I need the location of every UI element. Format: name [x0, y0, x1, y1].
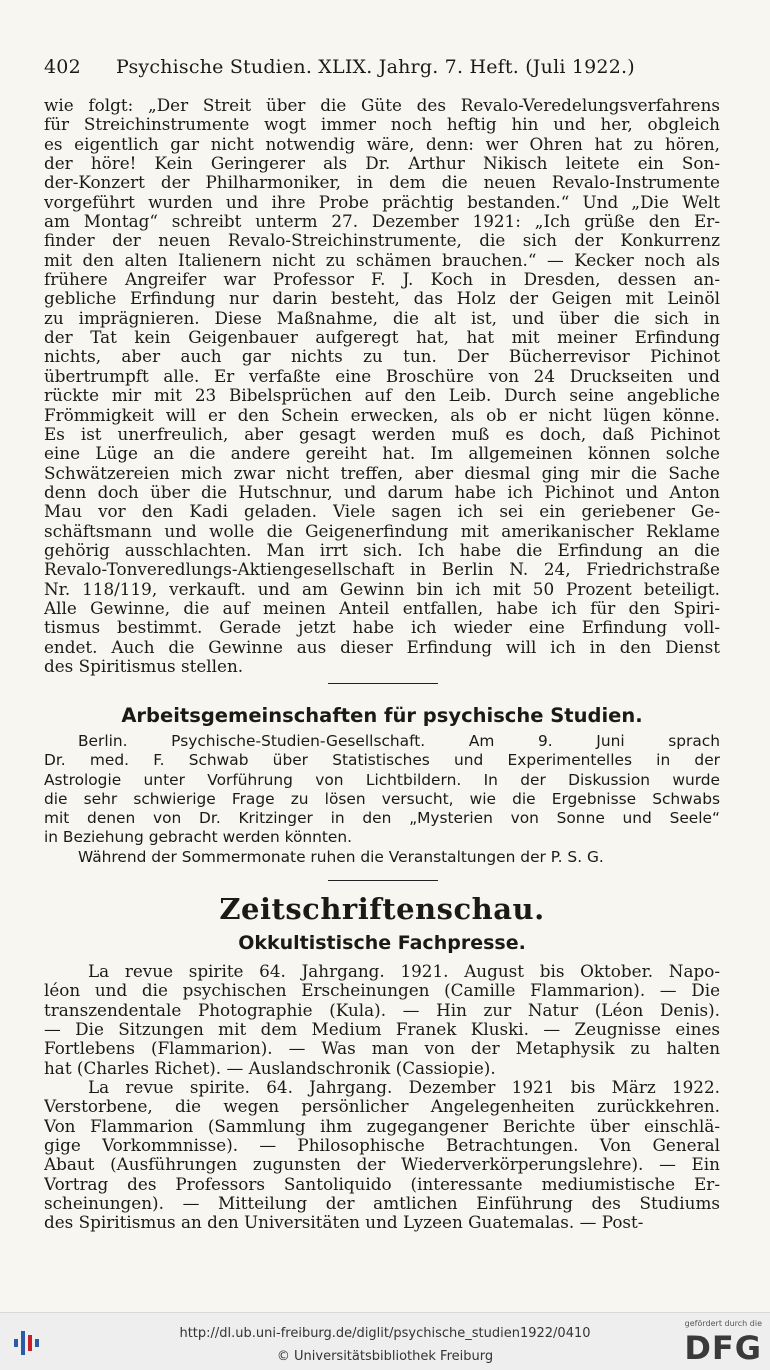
text-line: Verstorbene, die wegen persönlicher Angelegenheiten zurückkehren. — [44, 1097, 720, 1117]
text-line: mit den alten Italienern nicht zu schämen brauchen.“ — Kecker noch als — [44, 250, 720, 270]
section-divider — [328, 683, 438, 684]
text-line: gige Vorkommnisse). — Philosophische Betrachtungen. Von General — [44, 1136, 720, 1156]
dfg-funded-label: gefördert durch die — [684, 1319, 762, 1328]
text-line: Nr. 118/119, verkauft. und am Gewinn bin ich mit 50 Prozent beteiligt. — [44, 579, 720, 599]
text-line: scheinungen). — Mitteilung der amtlichen Einführung des Studiums — [44, 1194, 720, 1214]
section2-body — [44, 962, 720, 1233]
subtitle: Okkultistische Fachpresse. — [238, 932, 526, 954]
text-line: die sehr schwierige Frage zu lösen versucht, wie die Ergebnisse Schwabs — [44, 789, 720, 808]
text-line: léon und die psychischen Erscheinungen (Camille Flammarion). — Die — [44, 981, 720, 1001]
section1-body — [44, 732, 720, 848]
dfg-logo-text: DFG — [684, 1329, 762, 1367]
text-line: Schwätzereien mich zwar nicht treffen, aber diesmal ging mir die Sache — [44, 463, 720, 483]
text-line: des Spiritismus stellen. — [44, 656, 244, 676]
text-line: schäftsmann und wolle die Geigenerfindung mit amerikanischer Reklame — [44, 521, 720, 541]
text-line: denn doch über die Hutschnur, und darum habe ich Pichinot und Anton — [44, 482, 720, 502]
text-line: La revue spirite 64. Jahrgang. 1921. August bis Oktober. Napo- — [88, 962, 720, 981]
text-line: in Beziehung gebracht werden könnten. — [44, 828, 353, 847]
source-url[interactable]: http://dl.ub.uni-freiburg.de/diglit/psychische_studien1922/0410 — [179, 1326, 591, 1341]
section-heading: Arbeitsgemeinschaften für psychische Studien. — [121, 704, 643, 727]
text-line: für Streichinstrumente wogt immer noch heftig hin und her, obgleich — [44, 115, 720, 135]
text-line: der-Konzert der Philharmoniker, in dem die neuen Revalo-Instrumente — [44, 173, 720, 193]
footer-bar — [0, 1312, 770, 1370]
main-title: Zeitschriftenschau. — [219, 892, 545, 926]
text-line: endet. Auch die Gewinne aus dieser Erfindung will ich in den Dienst — [44, 637, 720, 657]
running-title: Psychische Studien. XLIX. Jahrg. 7. Heft. (Juli 1922.) — [116, 56, 635, 78]
text-line: Abaut (Ausführungen zugunsten der Wiederverkörperungslehre). — Ein — [44, 1155, 720, 1175]
text-line: hat (Charles Richet). — Auslandschronik (Cassiopie). — [44, 1058, 496, 1078]
text-line: eine Lüge an die andere gereiht hat. Im allgemeinen können solche — [44, 444, 720, 464]
text-line: es eigentlich gar nicht notwendig wäre, denn: wer Ohren hat zu hören, — [44, 134, 720, 154]
text-line: transzendentale Photographie (Kula). — Hin zur Natur (Léon Denis). — [44, 1000, 720, 1020]
text-line: La revue spirite. 64. Jahrgang. Dezember 1921 bis März 1922. — [88, 1078, 720, 1098]
text-line: des Spiritismus an den Universitäten und Lyzeen Guatemalas. — Post- — [44, 1213, 644, 1233]
text-line: Berlin. Psychische-Studien-Gesellschaft. Am 9. Juni sprach — [78, 732, 720, 750]
intro-paragraph — [44, 96, 720, 676]
text-line: Von Flammarion (Sammlung ihm zugegangener Berichte über einschlä- — [44, 1116, 720, 1136]
dfg-logo — [680, 1319, 762, 1367]
text-line: finder der neuen Revalo-Streichinstrumente, die sich der Konkurrenz — [44, 231, 720, 251]
text-line: übertrumpft alle. Er verfaßte eine Broschüre von 24 Druckseiten und — [44, 366, 720, 386]
copyright-notice: © Universitätsbibliothek Freiburg — [276, 1349, 494, 1364]
section-divider — [328, 880, 438, 881]
text-line: rückte mir mit 23 Bibelsprüchen auf den Leib. Durch seine angebliche — [44, 386, 720, 406]
text-line: Vortrag des Professors Santoliquido (interessante mediumistische Er- — [44, 1174, 720, 1194]
text-line: zu imprägnieren. Diese Maßnahme, die alt ist, und über die sich in — [44, 308, 720, 328]
text-line: — Die Sitzungen mit dem Medium Franek Kluski. — Zeugnisse eines — [44, 1020, 720, 1040]
text-line: nichts, aber auch gar nichts zu tun. Der Bücherrevisor Pichinot — [44, 347, 720, 367]
text-line: wie folgt: „Der Streit über die Güte des Revalo-Veredelungsverfahrens — [44, 96, 720, 115]
text-line: frühere Angreifer war Professor F. J. Koch in Dresden, dessen an- — [44, 270, 720, 290]
text-line: mit denen von Dr. Kritzinger in den „Mysterien von Sonne und Seele“ — [44, 809, 720, 828]
text-line: Fortlebens (Flammarion). — Was man von der Metaphysik zu halten — [44, 1039, 720, 1059]
page-number: 402 — [44, 56, 81, 78]
text-line: Astrologie unter Vorführung von Lichtbildern. In der Diskussion wurde — [44, 770, 720, 789]
text-line: am Montag“ schreibt unterm 27. Dezember 1921: „Ich grüße den Er- — [44, 212, 720, 232]
text-line: tismus bestimmt. Gerade jetzt habe ich wieder eine Erfindung voll- — [44, 618, 720, 638]
text-line: Es ist unerfreulich, aber gesagt werden muß es doch, daß Pichinot — [44, 424, 720, 444]
text-line: Alle Gewinne, die auf meinen Anteil entfallen, habe ich für den Spiri- — [44, 598, 720, 618]
text-line: Mau vor den Kadi geladen. Viele sagen ich sei ein geriebener Ge- — [44, 502, 720, 522]
text-line: vorgeführt wurden und ihre Probe prächtig bestanden.“ Und „Die Welt — [44, 192, 720, 212]
text-line: Dr. med. F. Schwab über Statistisches und Experimentelles in der — [44, 751, 720, 770]
text-line: gehörig ausschlachten. Man irrt sich. Ich habe die Erfindung an die — [44, 540, 720, 560]
text-line: Frömmigkeit will er den Schein erwecken, als ob er nicht lügen könne. — [44, 405, 720, 425]
text-line: Revalo-Tonveredlungs-Aktiengesellschaft in Berlin N. 24, Friedrichstraße — [44, 560, 720, 580]
text-line: der höre! Kein Geringerer als Dr. Arthur Nikisch leitete ein Son- — [44, 154, 720, 174]
text-line: gebliche Erfindung nur darin besteht, das Holz der Geigen mit Leinöl — [44, 289, 720, 309]
page-header — [44, 54, 734, 84]
text-line: der Tat kein Geigenbauer aufgeregt hat, hat mit meiner Erfindung — [44, 328, 720, 348]
section1-closing: Während der Sommermonate ruhen die Veranstaltungen der P. S. G. — [78, 848, 604, 866]
